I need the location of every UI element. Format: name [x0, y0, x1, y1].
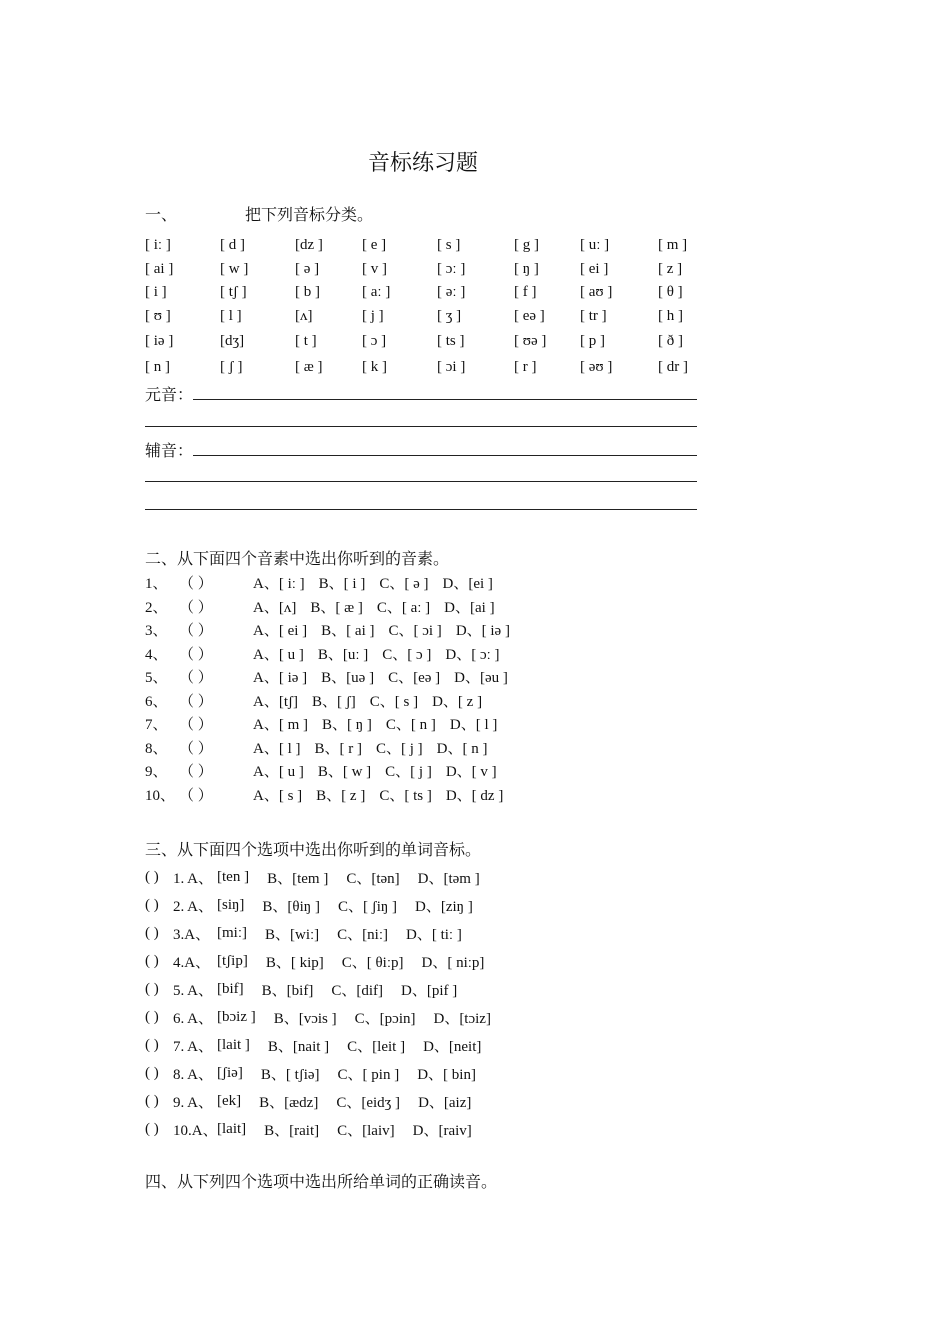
- vowel-answer-line-1[interactable]: [193, 399, 697, 400]
- section-2-heading: 二、从下面四个音素中选出你听到的音素。: [145, 551, 450, 568]
- answer-option: [siŋ]: [217, 896, 245, 913]
- vowel-label: 元音：: [145, 387, 194, 404]
- phonetic-symbol: [ r ]: [514, 358, 537, 375]
- answer-option: A、[ s ]: [253, 787, 303, 804]
- phonetic-symbol: [ ts ]: [437, 332, 465, 349]
- answer-blank[interactable]: （ ）: [179, 623, 213, 640]
- answer-option: C、[laiv]: [337, 1122, 395, 1139]
- answer-blank[interactable]: ( ): [145, 980, 159, 997]
- page-title: 音标练习题: [367, 150, 478, 175]
- question-row: [145, 665, 524, 689]
- answer-option: C、[eidʒ ]: [336, 1094, 401, 1111]
- phonetic-symbol: [ əʊ ]: [580, 358, 613, 375]
- answer-option: B、[ædz]: [259, 1094, 319, 1111]
- answer-blank[interactable]: （ ）: [179, 693, 213, 710]
- phonetic-symbol: [ eə ]: [514, 307, 545, 324]
- answer-option: C、[eə ]: [388, 670, 441, 687]
- answer-option: C、[ n ]: [385, 717, 436, 734]
- question-number: 1. A、: [173, 870, 214, 887]
- answer-option: D、[ bin]: [417, 1066, 476, 1083]
- answer-option: C、[niː]: [337, 926, 389, 943]
- answer-option: D、[ei ]: [442, 576, 493, 593]
- question-row: [145, 947, 509, 975]
- question-row: [145, 759, 524, 783]
- phonetic-symbol: [ uː ]: [580, 237, 610, 254]
- answer-option: D、[ai ]: [444, 599, 495, 616]
- answer-option: D、[əu ]: [454, 670, 508, 687]
- question-row: [145, 783, 524, 807]
- consonant-row: [145, 438, 193, 461]
- answer-option: [ʃiə]: [217, 1064, 243, 1081]
- question-number: 9. A、: [173, 1094, 214, 1111]
- answer-blank[interactable]: ( ): [145, 1092, 159, 1109]
- phonetic-symbol: [ n ]: [145, 358, 170, 375]
- answer-option: B、[uə ]: [321, 670, 375, 687]
- answer-option: [ek]: [217, 1092, 242, 1109]
- grid-row: [145, 281, 725, 305]
- answer-option: A、[ l ]: [253, 740, 301, 757]
- phonetic-symbol: [ t ]: [295, 332, 317, 349]
- answer-option: B、[ z ]: [316, 787, 366, 804]
- section-1-instruction: 把下列音标分类。: [245, 207, 374, 224]
- answer-option: [tʃip]: [217, 952, 248, 969]
- phonetic-symbol: [ aː ]: [362, 284, 391, 301]
- answer-blank[interactable]: （ ）: [179, 717, 213, 734]
- question-number: 5. A、: [173, 982, 214, 999]
- question-row: [145, 919, 509, 947]
- phonetic-symbol: [ ʃ ]: [220, 358, 243, 375]
- answer-blank[interactable]: ( ): [145, 1064, 159, 1081]
- answer-option: D、[təm ]: [417, 870, 480, 887]
- phonetic-symbol: [ aʊ ]: [580, 284, 613, 301]
- question-row: [145, 1003, 509, 1031]
- question-number: 6、: [145, 693, 168, 710]
- question-row: [145, 1087, 509, 1115]
- answer-option: B、[ r ]: [314, 740, 362, 757]
- answer-option: D、[neit]: [423, 1038, 482, 1055]
- phonetic-symbol: [ ɔ ]: [362, 332, 387, 349]
- question-row: [145, 863, 509, 891]
- answer-option: C、[ ɔi ]: [388, 623, 442, 640]
- answer-option: D、[ l ]: [449, 717, 498, 734]
- answer-blank[interactable]: （ ）: [179, 646, 213, 663]
- phonetic-symbol: [ iː ]: [145, 237, 171, 254]
- answer-option: D、[ziŋ ]: [415, 898, 473, 915]
- answer-blank[interactable]: （ ）: [179, 764, 213, 781]
- answer-option: D、[ ɔː ]: [445, 646, 500, 663]
- phonetic-symbol: [ s ]: [437, 237, 461, 254]
- question-number: 8、: [145, 740, 168, 757]
- answer-option: D、[pif ]: [401, 982, 458, 999]
- answer-option: C、[ ts ]: [379, 787, 432, 804]
- phonetic-symbol: [ ei ]: [580, 260, 609, 277]
- question-number: 5、: [145, 670, 168, 687]
- answer-option: [lait ]: [217, 1036, 250, 1053]
- phonetic-symbol-grid: [145, 234, 725, 380]
- question-row: [145, 975, 509, 1003]
- phonetic-symbol: [ z ]: [658, 260, 683, 277]
- phonetic-symbol: [ tr ]: [580, 307, 607, 324]
- answer-option: C、[dif]: [331, 982, 383, 999]
- question-number: 1、: [145, 576, 168, 593]
- phonetic-symbol: [ f ]: [514, 284, 537, 301]
- answer-option: A、[ ei ]: [253, 623, 308, 640]
- question-row: [145, 618, 524, 642]
- answer-option: A、[ʌ]: [253, 599, 297, 616]
- answer-option: A、[ u ]: [253, 764, 304, 781]
- grid-row: [145, 328, 725, 354]
- question-row: [145, 1059, 509, 1087]
- question-number: 3、: [145, 623, 168, 640]
- consonant-label: 辅音：: [145, 443, 194, 460]
- phonetic-symbol: [ ʊə ]: [514, 332, 547, 349]
- answer-blank[interactable]: ( ): [145, 868, 159, 885]
- answer-option: C、[pɔin]: [354, 1010, 416, 1027]
- phonetic-symbol: [ k ]: [362, 358, 387, 375]
- answer-option: B、[ ʃ]: [312, 693, 356, 710]
- answer-option: B、[bif]: [261, 982, 314, 999]
- section-1-heading: [145, 202, 373, 225]
- phonetic-symbol: [ ŋ ]: [514, 260, 539, 277]
- answer-option: A、[ iː ]: [253, 576, 305, 593]
- answer-option: D、[ iə ]: [455, 623, 510, 640]
- answer-option: C、[tən]: [346, 870, 400, 887]
- phonetic-symbol: [ ɔi ]: [437, 358, 466, 375]
- answer-option: B、[ w ]: [317, 764, 372, 781]
- question-row: [145, 595, 524, 619]
- vowel-row: [145, 382, 193, 405]
- answer-blank[interactable]: （ ）: [179, 599, 213, 616]
- answer-option: B、[ tʃiə]: [260, 1066, 320, 1083]
- grid-row: [145, 258, 725, 282]
- section-2-questions: [145, 571, 524, 806]
- phonetic-symbol: [ m ]: [658, 237, 688, 254]
- answer-option: B、[wiː]: [265, 926, 320, 943]
- phonetic-symbol: [ b ]: [295, 284, 320, 301]
- phonetic-symbol: [ ð ]: [658, 332, 683, 349]
- answer-option: B、[ ai ]: [321, 623, 375, 640]
- phonetic-symbol: [ʌ]: [295, 307, 313, 324]
- phonetic-symbol: [ dr ]: [658, 358, 688, 375]
- answer-blank[interactable]: ( ): [145, 1120, 159, 1137]
- answer-option: B、[θiŋ ]: [262, 898, 320, 915]
- answer-option: D、[aiz]: [418, 1094, 472, 1111]
- question-row: [145, 642, 524, 666]
- consonant-answer-line-3[interactable]: [145, 509, 697, 510]
- answer-blank[interactable]: （ ）: [179, 740, 213, 757]
- answer-option: A、[tʃ]: [253, 693, 298, 710]
- question-number: 10.A、: [173, 1122, 218, 1139]
- question-number: 7. A、: [173, 1038, 214, 1055]
- answer-blank[interactable]: ( ): [145, 896, 159, 913]
- phonetic-symbol: [ ʒ ]: [437, 307, 462, 324]
- answer-option: C、[leit ]: [347, 1038, 406, 1055]
- answer-option: B、[ æ ]: [310, 599, 363, 616]
- answer-option: B、[nait ]: [267, 1038, 330, 1055]
- vowel-answer-line-2[interactable]: [145, 426, 697, 427]
- answer-option: B、[ kip]: [265, 954, 324, 971]
- answer-option: C、[ s ]: [369, 693, 419, 710]
- answer-blank[interactable]: ( ): [145, 1036, 159, 1053]
- answer-option: C、[ ʃiŋ ]: [337, 898, 398, 915]
- question-row: [145, 1031, 509, 1059]
- phonetic-symbol: [ iə ]: [145, 332, 174, 349]
- phonetic-symbol: [ i ]: [145, 284, 167, 301]
- phonetic-symbol: [ θ ]: [658, 284, 683, 301]
- answer-option: A、[ m ]: [253, 717, 308, 734]
- answer-option: C、[ j ]: [376, 740, 423, 757]
- consonant-answer-line-2[interactable]: [145, 481, 697, 482]
- answer-option: [miː]: [217, 924, 247, 941]
- grid-row: [145, 305, 725, 329]
- phonetic-symbol: [ e ]: [362, 237, 387, 254]
- answer-option: C、[ ə ]: [379, 576, 429, 593]
- phonetic-symbol: [ æ ]: [295, 358, 323, 375]
- phonetic-symbol: [ tʃ ]: [220, 284, 247, 301]
- answer-option: D、[ v ]: [445, 764, 497, 781]
- section-3-questions: [145, 863, 509, 1143]
- question-number: 2、: [145, 599, 168, 616]
- answer-option: [ten ]: [217, 868, 250, 885]
- answer-option: [bɔiz ]: [217, 1008, 256, 1025]
- answer-option: B、[ i ]: [318, 576, 366, 593]
- answer-option: [bif]: [217, 980, 244, 997]
- phonetic-symbol: [ g ]: [514, 237, 539, 254]
- answer-option: D、[ n ]: [436, 740, 488, 757]
- phonetic-symbol: [ əː ]: [437, 284, 466, 301]
- answer-option: C、[ ɔ ]: [382, 646, 432, 663]
- phonetic-symbol: [dʒ]: [220, 332, 245, 349]
- answer-option: B、[ ŋ ]: [322, 717, 372, 734]
- section-1-number: 一、: [145, 207, 178, 224]
- section-4-heading: 四、从下列四个选项中选出所给单词的正确读音。: [145, 1174, 498, 1191]
- answer-blank[interactable]: ( ): [145, 924, 159, 941]
- section-3-heading: 三、从下面四个选项中选出你听到的单词音标。: [145, 842, 482, 859]
- answer-option: C、[ θiːp]: [341, 954, 404, 971]
- answer-option: B、[rait]: [264, 1122, 320, 1139]
- grid-row: [145, 354, 725, 380]
- question-number: 9、: [145, 764, 168, 781]
- answer-option: C、[ aː ]: [376, 599, 431, 616]
- answer-option: C、[ j ]: [385, 764, 432, 781]
- answer-option: A、[ iə ]: [253, 670, 308, 687]
- question-number: 10、: [145, 787, 176, 804]
- answer-option: [lait]: [217, 1120, 247, 1137]
- answer-blank[interactable]: ( ): [145, 1008, 159, 1025]
- phonetic-symbol: [ ə ]: [295, 260, 320, 277]
- phonetic-symbol: [ v ]: [362, 260, 387, 277]
- answer-blank[interactable]: （ ）: [179, 787, 213, 804]
- answer-option: D、[raiv]: [412, 1122, 472, 1139]
- phonetic-symbol: [ h ]: [658, 307, 683, 324]
- question-row: [145, 712, 524, 736]
- consonant-answer-line-1[interactable]: [193, 455, 697, 456]
- answer-option: D、[ tiː ]: [406, 926, 462, 943]
- question-number: 8. A、: [173, 1066, 214, 1083]
- answer-option: D、[ z ]: [432, 693, 483, 710]
- question-row: [145, 1115, 509, 1143]
- question-number: 4、: [145, 646, 168, 663]
- phonetic-symbol: [ ai ]: [145, 260, 174, 277]
- answer-option: B、[tem ]: [267, 870, 329, 887]
- question-number: 6. A、: [173, 1010, 214, 1027]
- answer-option: C、[ pin ]: [337, 1066, 400, 1083]
- answer-blank[interactable]: （ ）: [179, 670, 213, 687]
- phonetic-symbol: [ d ]: [220, 237, 245, 254]
- question-number: 3.A、: [173, 926, 211, 943]
- phonetic-symbol: [ ʊ ]: [145, 307, 171, 324]
- question-row: [145, 571, 524, 595]
- answer-option: A、[ u ]: [253, 646, 304, 663]
- phonetic-symbol: [ ɔː ]: [437, 260, 466, 277]
- question-row: [145, 689, 524, 713]
- grid-row: [145, 234, 725, 258]
- answer-option: B、[vɔis ]: [273, 1010, 337, 1027]
- phonetic-symbol: [ l ]: [220, 307, 242, 324]
- question-number: 2. A、: [173, 898, 214, 915]
- phonetic-symbol: [ w ]: [220, 260, 249, 277]
- answer-blank[interactable]: ( ): [145, 952, 159, 969]
- answer-option: B、[uː ]: [317, 646, 369, 663]
- question-row: [145, 736, 524, 760]
- answer-option: D、[ niːp]: [421, 954, 485, 971]
- phonetic-symbol: [dz ]: [295, 237, 323, 254]
- answer-blank[interactable]: （ ）: [179, 576, 213, 593]
- phonetic-symbol: [ j ]: [362, 307, 384, 324]
- question-number: 7、: [145, 717, 168, 734]
- answer-option: D、[tɔiz]: [433, 1010, 491, 1027]
- question-number: 4.A、: [173, 954, 211, 971]
- answer-option: D、[ dz ]: [445, 787, 504, 804]
- phonetic-symbol: [ p ]: [580, 332, 605, 349]
- question-row: [145, 891, 509, 919]
